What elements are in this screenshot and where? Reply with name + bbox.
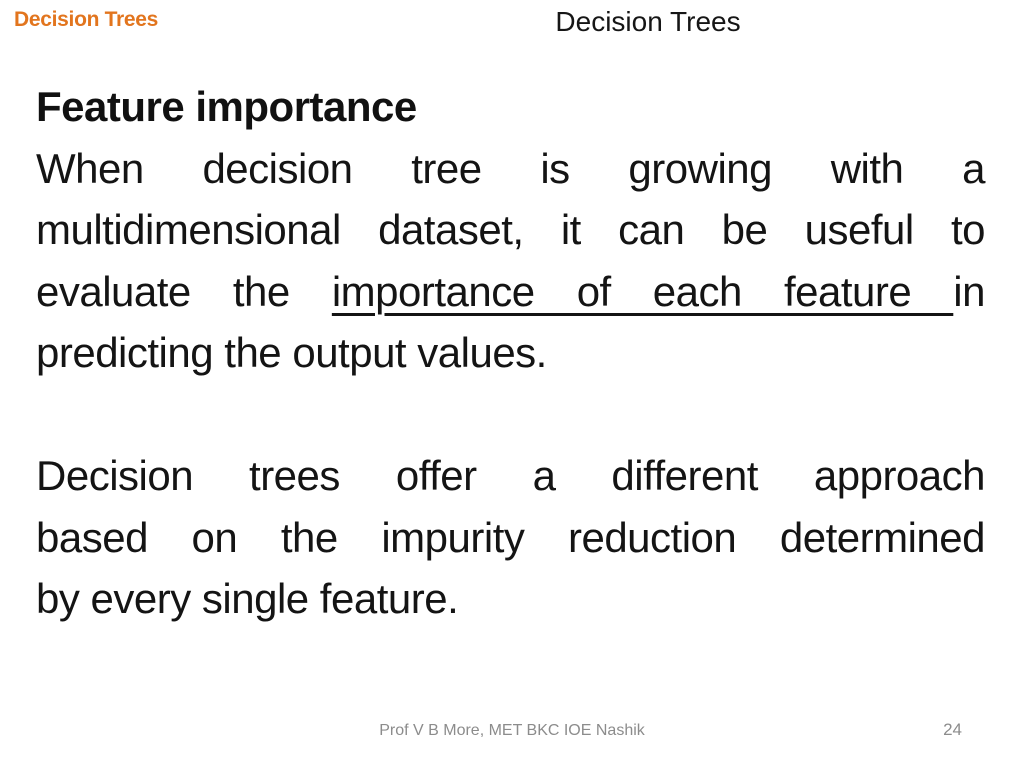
slide-body (36, 76, 985, 630)
paragraph2-line3: by every single feature. (36, 575, 459, 622)
footer-credit: Prof V B More, MET BKC IOE Nashik (379, 722, 645, 739)
corner-slide-tag: Decision Trees (14, 8, 159, 31)
paragraph1-line2: multidimensional dataset, it can be useful to (36, 206, 985, 253)
paragraph1-line3 (36, 261, 985, 323)
paragraph2-line1: Decision trees offer a different approach (36, 452, 985, 499)
page-number: 24 (943, 720, 962, 739)
paragraph-gap (36, 384, 985, 446)
section-heading: Feature importance (36, 83, 417, 130)
slide-title: Decision Trees (555, 6, 741, 37)
paragraph1-line3-underlined-phrase: importance of each feature (331, 267, 954, 315)
paragraph1-line4: predicting the output values. (36, 329, 547, 376)
paragraph2-line2: based on the impurity reduction determined (36, 513, 985, 561)
paragraph1-line3-suffix: in (953, 267, 985, 315)
paragraph1-line1: When decision tree is growing with a (36, 144, 985, 192)
paragraph1-line3-prefix: evaluate the (36, 267, 332, 315)
